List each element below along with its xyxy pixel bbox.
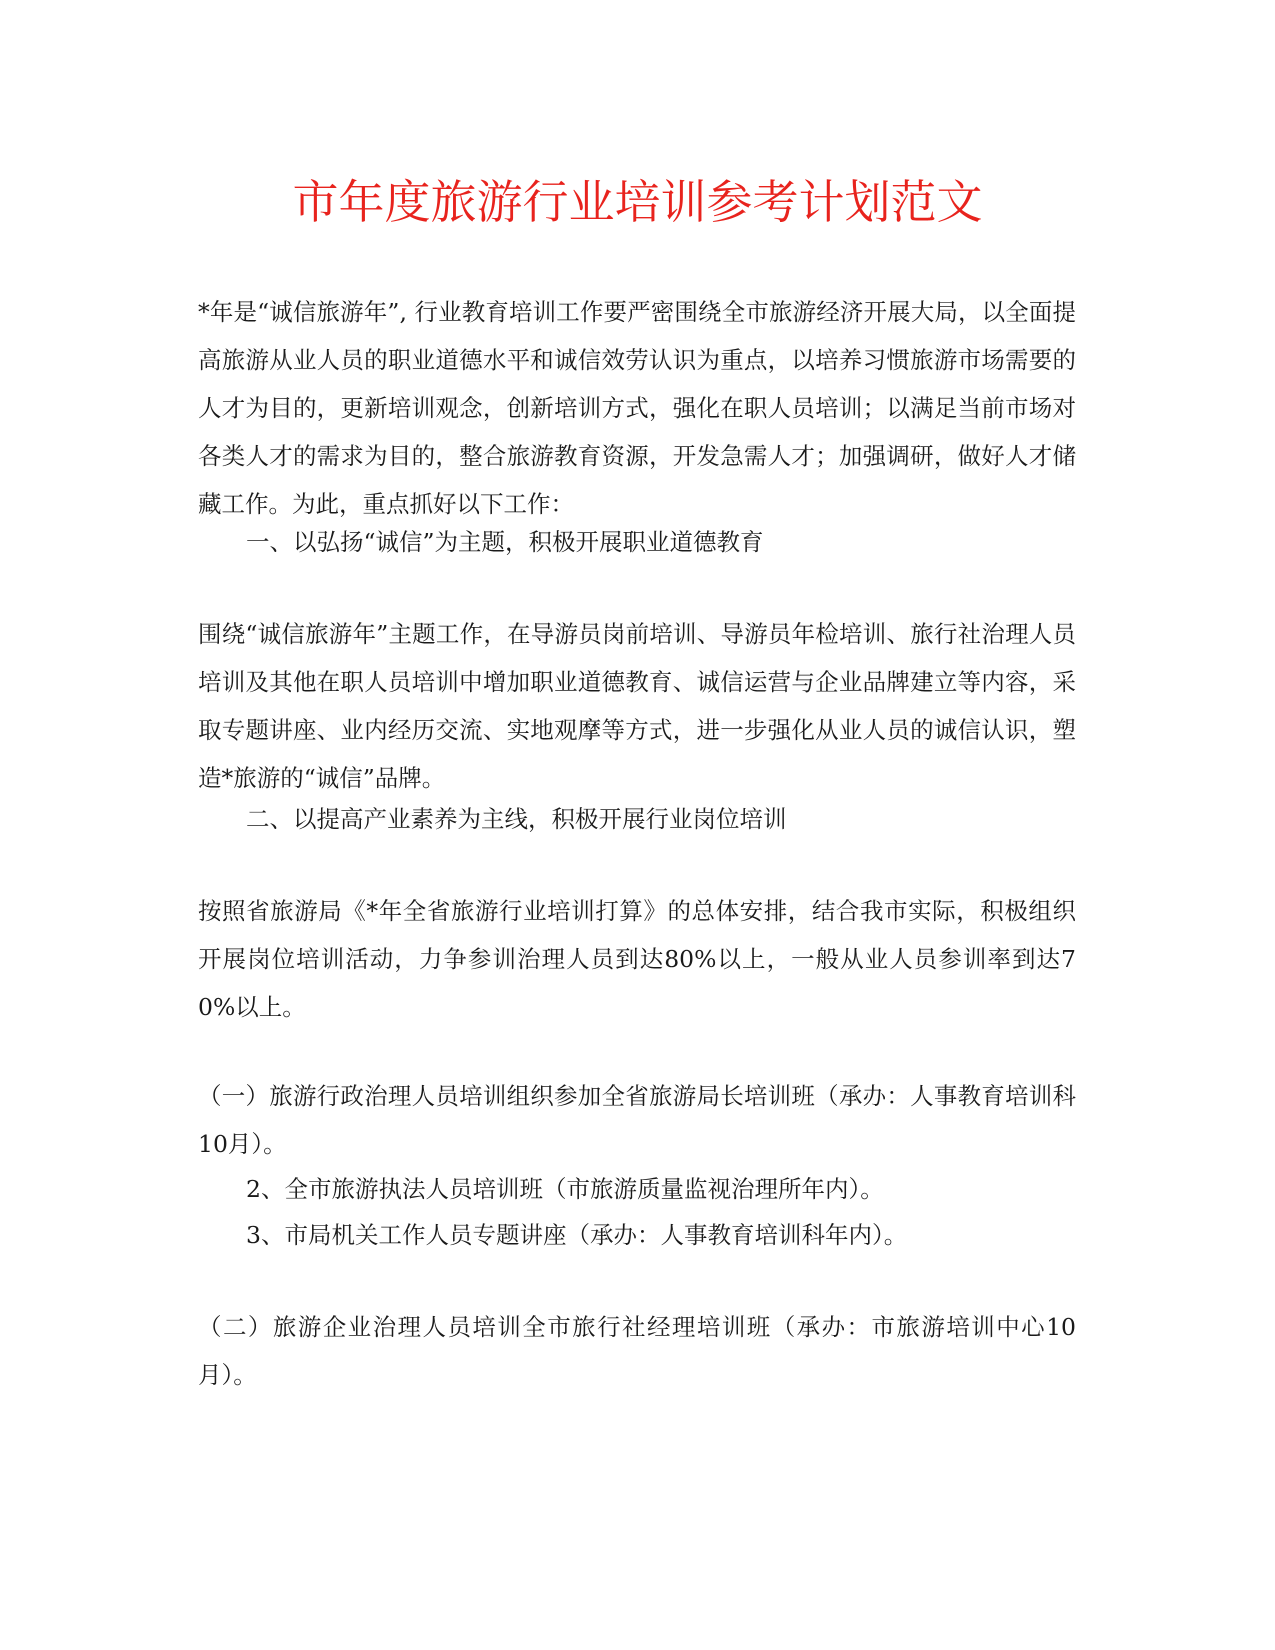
- section1-paragraph: 围绕“诚信旅游年”主题工作，在导游员岗前培训、导游员年检培训、旅行社治理人员培训及其他在职人员培训中增加职业道德教育、诚信运营与企业品牌建立等内容，采取专题讲座、业内经历交流、实地观摩等方式，进一步强化从业人员的诚信认识，塑造*旅游的“诚信”品牌。: [198, 620, 1076, 792]
- item-a-paragraph: （一）旅游行政治理人员培训组织参加全省旅游局长培训班（承办：人事教育培训科10月）。: [198, 1082, 1076, 1158]
- intro-paragraph: *年是“诚信旅游年”, 行业教育培训工作要严密围绕全市旅游经济开展大局，以全面提高旅游从业人员的职业道德水平和诚信效劳认识为重点，以培养习惯旅游市场需要的人才为目的，更新培训观念，创新培训方式，强化在职人员培训；以满足当前市场对各类人才的需求为目的，整合旅游教育资源，开发急需人才；加强调研，做好人才储藏工作。为此，重点抓好以下工作：: [198, 298, 1076, 518]
- section1-heading: 一、以弘扬“诚信”为主题，积极开展职业道德教育: [246, 528, 764, 556]
- section2-paragraph: 按照省旅游局《*年全省旅游行业培训打算》的总体安排，结合我市实际，积极组织开展岗位培训活动，力争参训治理人员到达80%以上，一般从业人员参训率到达70%以上。: [198, 897, 1076, 1021]
- item-a2-line: 2、全市旅游执法人员培训班（市旅游质量监视治理所年内）。: [246, 1175, 884, 1203]
- item-b-paragraph: （二）旅游企业治理人员培训全市旅行社经理培训班（承办：市旅游培训中心10月）。: [198, 1313, 1076, 1389]
- section2-heading: 二、以提高产业素养为主线，积极开展行业岗位培训: [246, 805, 787, 833]
- document-title: 市年度旅游行业培训参考计划范文: [292, 175, 983, 229]
- item-a3-line: 3、市局机关工作人员专题讲座（承办：人事教育培训科年内）。: [246, 1221, 908, 1249]
